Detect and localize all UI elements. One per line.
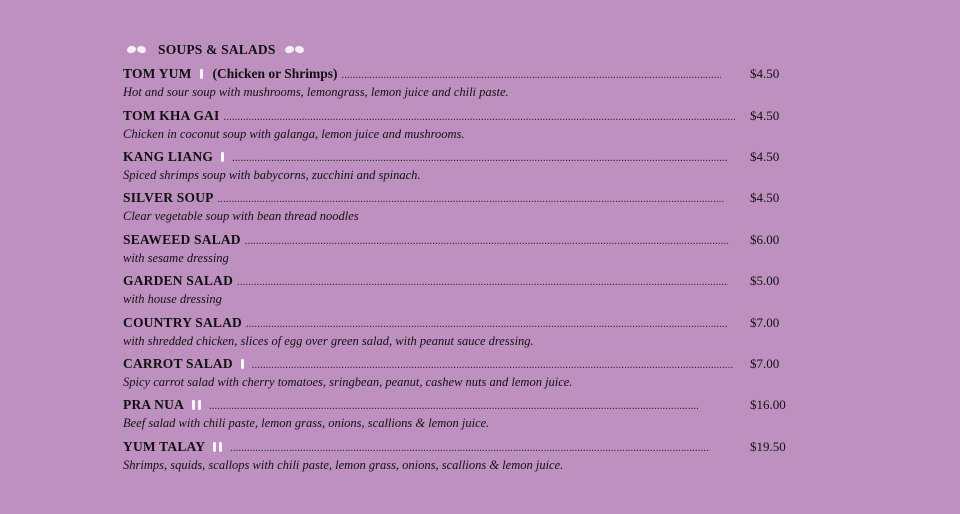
- menu-item-name: KANG LIANG: [123, 149, 214, 164]
- menu-item: [123, 397, 786, 431]
- chili-pepper-icon: [221, 152, 224, 162]
- menu-item-price: $4.50: [750, 108, 780, 123]
- menu-item-name: PRA NUA: [123, 397, 185, 412]
- menu-item-name: SILVER SOUP: [123, 190, 214, 205]
- menu-item-price: $7.00: [750, 356, 780, 371]
- dot-leader: [218, 194, 725, 205]
- menu-item-description: Shrimps, squids, scallops with chili paste, lemon grass, onions, scallions & lemon juice.: [123, 458, 564, 472]
- menu-item-line: [123, 315, 727, 333]
- menu-item-line: [123, 66, 721, 84]
- chili-pepper-icon: [192, 400, 195, 410]
- spicy-rating: [213, 441, 222, 451]
- dot-leader: [223, 112, 735, 123]
- menu-item: [123, 315, 780, 349]
- menu-item-description: with sesame dressing: [123, 251, 229, 265]
- menu-item: [123, 356, 780, 390]
- menu-item-name: GARDEN SALAD: [123, 273, 234, 288]
- menu-item-price: $19.50: [750, 439, 786, 454]
- menu-item-name: TOM YUM: [123, 66, 192, 81]
- dot-leader: [342, 70, 721, 81]
- menu-item: [123, 108, 780, 142]
- menu-item-description: Spicy carrot salad with cherry tomatoes, sringbean, peanut, cashew nuts and lemon juice.: [123, 375, 573, 389]
- menu-item-name: COUNTRY SALAD: [123, 315, 243, 330]
- menu-item-price: $4.50: [750, 66, 780, 81]
- spicy-rating: [221, 151, 224, 161]
- menu-item-name: TOM KHA GAI: [123, 108, 220, 123]
- menu-item-description: Clear vegetable soup with bean thread noodles: [123, 209, 359, 223]
- menu-item: [123, 273, 780, 307]
- section-title: SOUPS & SALADS: [158, 42, 276, 57]
- section-header: [125, 42, 309, 58]
- dot-leader: [245, 236, 729, 247]
- dot-leader: [232, 153, 728, 164]
- menu-item-line: [123, 356, 734, 374]
- menu-item-line: [123, 397, 698, 415]
- spicy-rating: [192, 399, 201, 409]
- dot-leader: [230, 443, 710, 454]
- menu-item: [123, 439, 786, 473]
- menu-item: [123, 66, 780, 100]
- menu-item-description: with house dressing: [123, 292, 222, 306]
- dot-leader: [246, 319, 727, 330]
- flower-ornament-icon: [125, 44, 151, 56]
- chili-pepper-icon: [241, 359, 244, 369]
- menu-item-line: [123, 108, 735, 126]
- dot-leader: [209, 401, 698, 412]
- menu-item: [123, 190, 780, 224]
- chili-pepper-icon: [213, 442, 216, 452]
- menu-item-line: [123, 232, 729, 250]
- menu-item-line: [123, 439, 710, 457]
- menu-item-price: $5.00: [750, 273, 780, 288]
- menu-item: [123, 149, 780, 183]
- menu-item-line: [123, 190, 725, 208]
- menu-item-name: YUM TALAY: [123, 439, 206, 454]
- menu-item-price: $6.00: [750, 232, 780, 247]
- menu-item-description: with shredded chicken, slices of egg over green salad, with peanut sauce dressing.: [123, 334, 534, 348]
- menu-item: [123, 232, 780, 266]
- spicy-rating: [241, 358, 244, 368]
- menu-item-price: $7.00: [750, 315, 780, 330]
- menu-item-price: $16.00: [750, 397, 786, 412]
- spicy-rating: [200, 68, 203, 78]
- menu-item-description: Hot and sour soup with mushrooms, lemongrass, lemon juice and chili paste.: [123, 85, 509, 99]
- menu-item-option: (Chicken or Shrimps): [212, 66, 338, 81]
- dot-leader: [237, 277, 728, 288]
- menu-item-name: CARROT SALAD: [123, 356, 233, 371]
- menu-item-price: $4.50: [750, 149, 780, 164]
- dot-leader: [252, 360, 734, 371]
- menu-item-description: Chicken in coconut soup with galanga, lemon juice and mushrooms.: [123, 127, 465, 141]
- menu-item-line: [123, 149, 728, 167]
- chili-pepper-icon: [200, 69, 203, 79]
- menu-item-description: Spiced shrimps soup with babycorns, zucchini and spinach.: [123, 168, 421, 182]
- chili-pepper-icon: [198, 400, 201, 410]
- menu-item-name: SEAWEED SALAD: [123, 232, 241, 247]
- flower-ornament-icon: [283, 44, 309, 56]
- chili-pepper-icon: [219, 442, 222, 452]
- menu-item-description: Beef salad with chili paste, lemon grass, onions, scallions & lemon juice.: [123, 416, 490, 430]
- menu-item-price: $4.50: [750, 190, 780, 205]
- menu-item-line: [123, 273, 728, 291]
